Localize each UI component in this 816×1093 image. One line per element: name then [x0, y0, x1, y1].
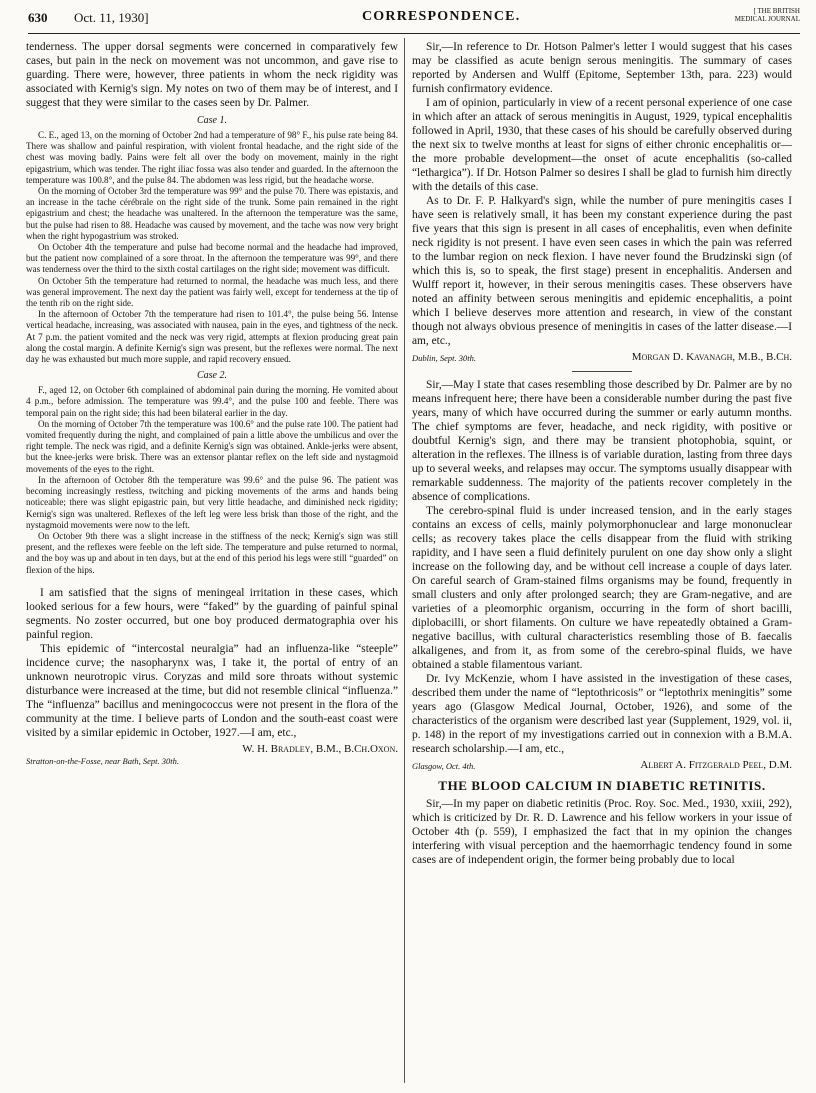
conclusion-paragraph: This epidemic of “intercostal neuralgia” had an influenza-like “steeple” incidence curve; the nasopharynx was, I take it, the portal of entry of an unknown neurotropic virus. Coryzas and mild sore throats without systemic disturbance were increased at the time, but did not resemble clinical “influenza.” The “influenza” bacillus and meningococcus were not present in the flora of the community at the time. I believe parts of London and the south-east coast were visited by a similar epidemic in October, 1927.—I am, etc.,	[26, 642, 398, 739]
header-rule	[28, 33, 800, 34]
case-1-heading: Case 1.	[197, 115, 227, 126]
letter-2-paragraph: Sir,—May I state that cases resembling those described by Dr. Palmer are by no means infrequent here; there have been a considerable number during the past five years, many of which have occurred during the summer or early autumn months. The chief symptoms are fever, headache, and neck rigidity, with positive or doubtful Kernig's sign, and there may be transient photophobia, squint, or alteration in the reflexes. The illness is of variable duration, lasting from three days up to several weeks, and relapses may occur. The symptoms usually disappear with remarkable suddenness. The majority of the patients recover completely in the absence of complications.	[412, 379, 792, 503]
letter-1-paragraph: As to Dr. F. P. Halkyard's sign, while the number of pure meningitis cases I have seen is relatively small, it has been my constant experience during the past five years that this sign is present in all cases of encephalitis, even when definite neck rigidity is not present. I have even seen cases in which the pain was referred to the lumbar region on neck flexion. I have never found the Brudzinski sign (of which this is, so to speak, the first stage) present in encephalitis. Andersen and Wulff report it, however, in their serous meningitis cases. These observers have noted an affinity between serous meningitis and epidemic encephalitis, a point which I believe deserves more attention and research, in view of the constant though not always obvious presence of meningitis in cases of the latter disease.—I am, etc.,	[412, 195, 792, 347]
letter-2-signature-row	[412, 758, 792, 774]
journal-name-line2: MEDICAL JOURNAL	[734, 15, 800, 23]
author-signature: W. H. Bradley, B.M., B.Ch.Oxon.	[242, 742, 398, 755]
letter-1-place: Dublin, Sept. 30th.	[412, 353, 476, 363]
case-2-heading: Case 2.	[197, 370, 227, 382]
journal-name	[688, 7, 800, 23]
article-heading: THE BLOOD CALCIUM IN DIABETIC RETINITIS.	[438, 778, 766, 793]
case-2-paragraph: In the afternoon of October 8th the temperature was 99.6° and the pulse 96. The patient was becoming increasingly restless, twitching and picking movements of the arms and hands being noticeable; there was slight epigastric pain, but very little headache, and diminished neck rigidity; Kernig's sign was unaltered. Reflexes of the left leg were less brisk than those of the right, and the nystagmoid movements were now to the left.	[26, 474, 398, 530]
right-column	[412, 40, 792, 1090]
letter-1-signature: Morgan D. Kavanagh, M.B., B.Ch.	[631, 351, 792, 363]
left-column	[26, 40, 398, 1090]
letter-2-place: Glasgow, Oct. 4th.	[412, 761, 476, 771]
column-divider	[404, 38, 405, 1083]
letter-1-signature-row	[412, 350, 792, 366]
letter-1-paragraph: I am of opinion, particularly in view of a recent personal experience of one case in which after an attack of serous meningitis in August, 1929, typical encephalitis followed in April, 1930, that these cases of his should be carefully observed during the next six to twelve months at least for signs of either chronic encephalitis or—the more probable development—the onset of acute encephalitis (so-called “lethargica”). If Dr. Hotson Palmer so desires I shall be glad to furnish him directly with the details of this case.	[412, 97, 792, 193]
case-1-paragraph: C. E., aged 13, on the morning of October 2nd had a temperature of 98° F., his pulse rate being 84. There was shallow and painful respiration, with violent frontal headache, and the right side of the chest was moving badly. Pains were felt all over the body on movement, mainly in the right epigastrium, which was tender. The right iliac fossa was also tender and guarded. In the afternoon the temperature was 100.8°, and the pulse 84. The abdomen was less rigid, but the headache worse.	[26, 130, 398, 185]
intro-paragraph: tenderness. The upper dorsal segments were concerned in comparatively few cases, but pain in the neck on movement was not uncommon, and gave rise to guarding. There were, however, three patients in whom the neck rigidity was associated with Kernig's sign. My notes on two of them may be of interest, and I suggest that they were similar to the cases seen by Dr. Palmer.	[26, 41, 398, 109]
letter-2-paragraph: Dr. Ivy McKenzie, whom I have assisted in the investigation of these cases, described them under the name of “leptothricosis” or “leptothrix meningitis” some years ago (Glasgow Medical Journal, October, 1926), and some of the characteristics of the organism were described last year (Supplement, 1929, vol. ii, p. 148) in the report of my investigations carried out in connexion with a B.M.A. research scholarship.—I am, etc.,	[412, 673, 792, 755]
article-paragraph: Sir,—In my paper on diabetic retinitis (Proc. Roy. Soc. Med., 1930, xxiii, 292), which is criticized by Dr. R. D. Lawrence and his fellow workers in your issue of October 4th (p. 559), I emphasized the fact that in my opinion the changes interfering with visual perception and the haemorrhagic tendency found in some cases are of independent origin, the former being probably due to local	[412, 798, 792, 866]
page-header	[28, 6, 800, 36]
issue-date: Oct. 11, 1930]	[74, 10, 149, 25]
case-1-paragraph: In the afternoon of October 7th the temperature had risen to 101.4°, the pulse being 56. Intense vertical headache, increasing, was associated with nausea, pain in the eyes, and tightness of the neck. At 7 p.m. the patient vomited and the neck was very rigid, attempts at flexion producing great pain along the costal margin. A definite Kernig's sign was present, but the reflexes were normal. The next day he was exhausted but much more supple, and rapid recovery ensued.	[26, 309, 398, 365]
signature-place: Stratton-on-the-Fosse, near Bath, Sept. 30th.	[26, 755, 179, 766]
letter-separator	[572, 371, 632, 372]
case-1-paragraph: On the morning of October 3rd the temperature was 99° and the pulse 70. There was epistaxis, and an increase in the tache cérébrale on the right side of the trunk. Some pain remained in the right epigastrium and chest; the headache was unaltered. In the afternoon the temperature was the same, but the pulse had risen to 88. Headache was caused by movement, and the tache was now very bright when the right hypogastrium was stroked.	[26, 186, 398, 241]
case-2-paragraph: F., aged 12, on October 6th complained of abdominal pain during the morning. He vomited about 4 p.m., before admission. The temperature was 99.4°, and the pulse 100 and feeble. There was temporal pain on the right side; this had been bilateral earlier in the day.	[26, 385, 398, 418]
case-2-paragraph: On the morning of October 7th the temperature was 100.6° and the pulse rate 100. The patient had vomited frequently during the night, and complained of pain a little above the umbilicus and over the right temple. The neck was rigid, and a definite Kernig's sign was obtained. Ankle-jerks were absent, but the knee-jerks were brisk. There was an extensor plantar reflex on the left side and nystagmoid movements of the eyes to the right.	[26, 418, 398, 474]
page-number: 630	[28, 10, 48, 25]
letter-1-paragraph: Sir,—In reference to Dr. Hotson Palmer's letter I would suggest that his cases may be classified as acute benign serous meningitis. The summary of cases reported by Andersen and Wulff (Epitome, September 13th, para. 223) would furnish confirmatory evidence.	[412, 41, 792, 95]
section-title: CORRESPONDENCE.	[362, 9, 521, 24]
letter-2-signature: Albert A. Fitzgerald Peel, D.M.	[640, 759, 792, 771]
journal-name-line1: [ THE BRITISH	[753, 7, 800, 15]
letter-2-paragraph: The cerebro-spinal fluid is under increased tension, and in the early stages contains an excess of cells, mainly polymorphonuclear and large mononuclear cells; as recovery takes place the cells disappear from the fluid with striking rapidity, and I have seen a fluid definitely purulent on one day show only a slight increase on the following day, and be without cell increase a couple of days later. On careful search of Gram-stained films organisms may be found, frequently in small clusters and only after prolonged search; they are Gram-negative, and are varieties of a pleomorphic organism, occurring in the form of short bacilli, diplobacilli, or short filaments. On culture we have repeatedly obtained a Gram-negative bacillus, with cultural characteristics resembling those of B. faecalis alkaligenes, and from it, as from some of the cerebro-spinal fluids, we have obtained a stable filamentous variant.	[412, 505, 792, 671]
case-2-paragraph: On October 9th there was a slight increase in the stiffness of the neck; Kernig's sign was still present, and the reflexes were feeble on the left side. The temperature and pulse returned to normal, and the boy was up and about in ten days, but at the end of this period his legs were still “guarded” on flexion of the hips.	[26, 530, 398, 575]
case-1-paragraph: On October 5th the temperature had returned to normal, the headache was much less, and there was general improvement. The next day the patient was fairly well, except for tenderness at the tip of the tenth rib on the right side.	[26, 275, 398, 309]
conclusion-paragraph: I am satisfied that the signs of meningeal irritation in these cases, which looked serious for a few hours, were “faked” by the guarding of painful spinal segments. No zoster occurred, but one boy produced dermatographia over his painful region.	[26, 586, 398, 641]
case-1-paragraph: On October 4th the temperature and pulse had become normal and the headache had improved, but the patient now complained of a sore throat. In the afternoon the temperature was 99°, and there was tenderness over the third to the sixth costal cartilages on the right side; movement was difficult.	[26, 242, 398, 275]
